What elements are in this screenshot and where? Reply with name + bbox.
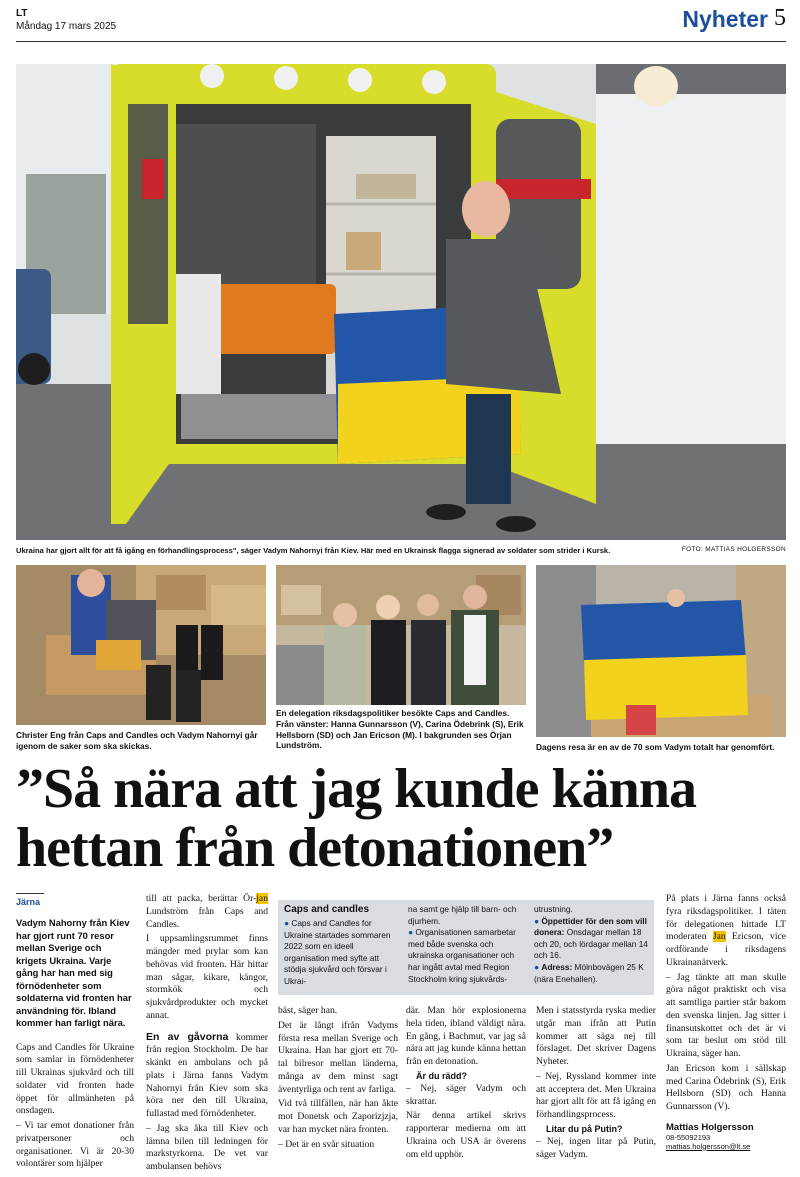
fact-column-3 — [534, 904, 650, 985]
main-photo-caption — [16, 546, 786, 556]
dateline: Järna — [16, 893, 44, 907]
highlighted-name: Jan — [712, 931, 726, 943]
article-column-6 — [666, 893, 786, 1151]
body-paragraph: Caps and Candles för Ukraine som samlar in förnödenheter till Ukrainas sjukvård och till soldater vid fronten hade öppet för allmänheten på onsdagen. — [16, 1041, 134, 1117]
body-text: kommer från region Stockholm. De har skänkt en ambulans och på plats i Järna fanns Vadym Nahornyi från Kiev som ska köra ner den till Ukraina, fullastad med förnödenheter. — [146, 1031, 268, 1119]
page-header — [16, 6, 786, 42]
bullet-icon: ● — [534, 915, 540, 926]
body-paragraph: Vid två tillfällen, när han åkte mot Donetsk och Zaporizjzja, var han mycket nära fronten. — [278, 1098, 398, 1135]
photo-credit: FOTO: MATTIAS HOLGERSSON — [681, 546, 786, 553]
body-text: Ericson, vice ordförande i riksdagens Ukrainanätverk. — [666, 931, 786, 968]
body-paragraph — [146, 1031, 268, 1121]
body-paragraph: I uppsamlingsrummet finns mängder med prylar som kan behövas vid fronten. Här hittar man sågar, kikare, kängor, stormkök och sjukvårdprodukter och mycket annat. — [146, 933, 268, 1021]
center-photo-caption: En delegation riksdagspolitiker besökte Caps and Candles. Från vänster: Hanna Gunnarsson (V), Carina Ödebrink (S), Erik Hellsborn (SD) och Jan Ericson (M). I bakgrunden ses Örjan Lundström. — [276, 708, 524, 751]
byline-phone: 08-55092193 — [666, 1132, 711, 1142]
body-text: Lundström från Caps and Candles. — [146, 905, 268, 930]
fact-item — [284, 918, 400, 988]
body-paragraph: Jan Ericson kom i sällskap med Carina Ödebrink (S), Erik Hellsborn (SD) och Hanna Gunnarsson (V). — [666, 1062, 786, 1112]
headline: ”Så nära att jag kunde känna hettan från detonationen” — [16, 758, 696, 880]
article-column-5 — [536, 1005, 656, 1163]
fact-text: Caps and Candles for Ukraine startades sommaren 2022 som en ideell organisation med syfte att stödja sjukvård och försvar i Ukrai- — [284, 918, 391, 987]
body-paragraph: bäst, säger han. — [278, 1005, 338, 1016]
body-paragraph: Men i statsstyrda ryska medier utgår man ifrån att Putin kommer att säga nej till förslaget. Det skriver Dagens Nyheter. — [536, 1005, 656, 1067]
page-number: 5 — [774, 5, 786, 31]
flag-illustration — [536, 565, 786, 737]
fact-item — [534, 962, 650, 985]
fact-item — [408, 927, 526, 985]
body-paragraph: – Jag ska åka till Kiev och lämna bilen till ledningen för markstyrkorna. De vet var ambulansen behövs — [146, 1122, 268, 1172]
center-photo — [276, 565, 526, 705]
body-text: till att packa, berättar Ör- — [146, 893, 257, 904]
issue-date: Måndag 17 mars 2025 — [16, 21, 117, 32]
body-paragraph: – Jag tänkte att man skulle göra något praktiskt och visa att samtliga partier står bakom den svenska linjen. Jag sitter i finansutskottet och det är vi som tar beslut om stöd till Ukraina, säger han. — [666, 971, 786, 1059]
article-column-3 — [278, 1005, 398, 1153]
body-paragraph: – Nej, ingen litar på Putin, säger Vadym. — [536, 1135, 656, 1160]
body-paragraph: När denna artikel skrivs rapporterar medierna om att Ukraina och USA är överens om eld upphör. — [406, 1110, 526, 1160]
fact-column-2 — [408, 904, 526, 985]
body-paragraph: – Det är en svår situation — [278, 1138, 375, 1150]
byline-name: Mattias Holgersson — [666, 1121, 754, 1133]
fact-column-1 — [284, 904, 400, 988]
bullet-icon: ● — [534, 962, 540, 973]
article-column-1 — [16, 893, 134, 1173]
body-paragraph: – Nej, säger Vadym och skrattar. — [406, 1082, 526, 1107]
fact-box — [278, 900, 654, 995]
paper-name: LT — [16, 8, 28, 19]
packing-illustration — [16, 565, 266, 725]
body-paragraph: – Nej, Ryssland kommer inte att acceptera det. Men Ukraina har gjort allt för att få igång en förhandlingsprocess. — [536, 1070, 656, 1120]
fact-label: Adress: — [541, 962, 573, 973]
subheading: En av gåvorna — [146, 1030, 229, 1043]
article-column-2 — [146, 893, 268, 1176]
right-photo-caption: Dagens resa är en av de 70 som Vadym totalt har genomfört. — [536, 742, 775, 752]
body-paragraph: – Vi tar emot donationer från privatpersoner och organisationer. Vi är 20-30 volontärer som hjälper — [16, 1120, 134, 1170]
body-text: På plats i Järna fanns också fyra riksdagspolitiker. I täten för delegationen hittade LT moderaten — [666, 893, 786, 943]
body-paragraph — [666, 893, 786, 970]
left-photo — [16, 565, 266, 725]
fact-item — [534, 916, 650, 962]
main-photo — [16, 64, 786, 540]
question: Är du rädd? — [416, 1070, 467, 1081]
left-photo-caption: Christer Eng från Caps and Candles och Vadym Nahornyi går igenom de saker som ska skickas. — [16, 730, 258, 751]
byline-email[interactable]: mattias.holgersson@lt.se — [666, 1141, 751, 1151]
ingress: Vadym Nahorny från Kiev har gjort runt 70 resor mellan Sverige och krigets Ukraina. Varje gång har han med sig förnödenheter som soldaterna vid fronten har användning för. Ibland kommer han farligt nära. — [16, 917, 132, 1028]
delegation-illustration — [276, 565, 526, 705]
fact-label: Öppettider för den som vill donera: — [534, 915, 647, 938]
ambulance-illustration — [16, 64, 786, 540]
fact-box-title: Caps and candles — [284, 904, 370, 915]
question: Litar du på Putin? — [546, 1123, 623, 1134]
right-photo — [536, 565, 786, 737]
highlighted-name: jan — [256, 893, 268, 904]
fact-text: utrustning. — [534, 904, 573, 914]
fact-text: Mölnbovägen 25 K (nära Enehallen). — [534, 962, 644, 984]
article-column-4 — [406, 1005, 526, 1163]
fact-text: Organisationen samarbetar med både svenska och ukrainska organisationer och har ingått avtal med Region Stockholm kring sjukvårds- — [408, 927, 516, 984]
body-paragraph: Det är långt ifrån Vadyms första resa mellan Sverige och Ukraina. Han har gjort ett 70-tal bilresor mellan länderna, många av dem minst sagt äventyrliga och rent av farliga. — [278, 1019, 398, 1095]
body-paragraph: där. Man hör explosionerna hela tiden, ibland väldigt nära. En gång, i Bachmut, var jag så nära att jag kunde känna hettan från en detonation. — [406, 1005, 526, 1067]
fact-text: na samt ge hjälp till barn- och djurhem. — [408, 904, 517, 926]
bullet-icon: ● — [408, 927, 414, 938]
main-caption-text: Ukraina har gjort allt för att få igång en förhandlingsprocess", säger Vadym Nahornyi från Kiev. Här med en Ukrainsk flagga signerad av soldater som strider i Kursk. — [16, 546, 611, 555]
body-paragraph — [146, 893, 268, 931]
bullet-icon: ● — [284, 918, 290, 928]
fact-text: Onsdagar mellan 18 och 20, och lördagar mellan 14 och 16. — [534, 927, 648, 961]
section-title: Nyheter — [682, 6, 768, 32]
